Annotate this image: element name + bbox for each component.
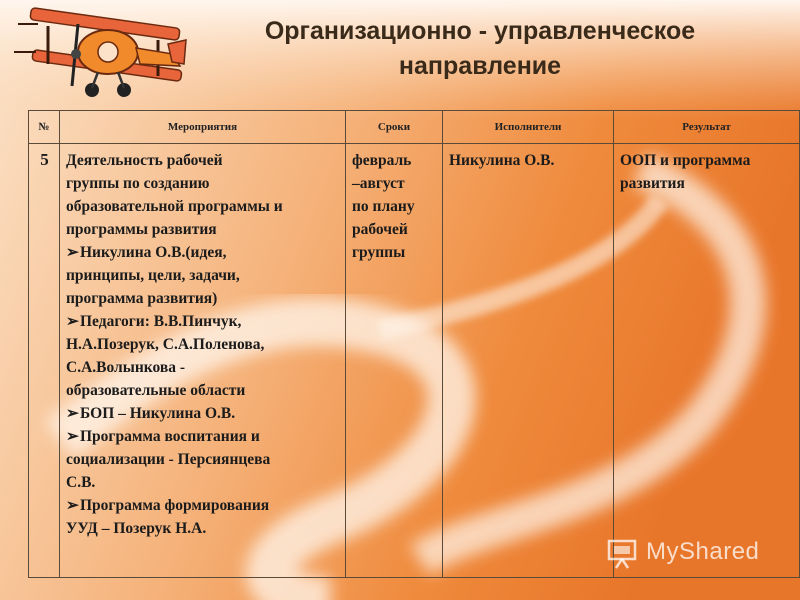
deadline-line: по плану	[352, 198, 415, 215]
bullet-line: Никулина О.В.(идея,	[80, 244, 227, 261]
activity-line: образовательной программы и	[66, 198, 283, 215]
activity-text	[60, 144, 345, 540]
bullet-line: социализации - Персиянцева	[66, 451, 271, 468]
deadline-line: группы	[352, 244, 406, 261]
header-activities: Мероприятия	[60, 111, 346, 144]
title-line-2: направление	[398, 52, 562, 80]
executors-text: Никулина О.В.	[449, 152, 555, 169]
deadline-text	[346, 144, 442, 264]
bullet-line: Н.А.Позерук, С.А.Поленова,	[66, 336, 265, 353]
bullet-line: программа развития)	[66, 290, 218, 307]
table-header-row	[29, 111, 800, 144]
bullet-item	[66, 310, 340, 333]
header-result: Результат	[614, 111, 800, 144]
result-cell	[614, 144, 800, 578]
activity-line: Деятельность рабочей	[66, 152, 223, 169]
bullet-line: УУД – Позерук Н.А.	[66, 520, 207, 537]
bullet-item	[66, 494, 340, 517]
watermark	[606, 536, 776, 572]
bullet-item	[66, 402, 340, 425]
bullet-line: принципы, цели, задачи,	[66, 267, 240, 284]
deadline-line: –август	[352, 175, 405, 192]
deadline-line: рабочей	[352, 221, 408, 238]
bullet-line: С.А.Волынкова -	[66, 359, 185, 376]
presentation-icon	[606, 536, 640, 570]
result-text	[614, 144, 799, 195]
bullet-line: БОП – Никулина О.В.	[80, 405, 236, 422]
bullet-line: образовательные области	[66, 382, 246, 399]
plan-table	[28, 110, 800, 578]
arrow-bullet-icon: ➢	[66, 244, 79, 261]
activity-line: программы развития	[66, 221, 217, 238]
bullet-line: Программа формирования	[80, 497, 270, 514]
header-deadlines: Сроки	[346, 111, 443, 144]
title-line-1: Организационно - управленческое	[264, 17, 696, 45]
activity-cell	[60, 144, 346, 578]
bullet-item	[66, 241, 340, 264]
row-number-cell	[29, 144, 60, 578]
header-number: №	[29, 111, 60, 144]
result-line: ООП и программа	[620, 152, 751, 169]
deadline-line: февраль	[352, 152, 412, 169]
biplane-illustration	[8, 4, 208, 104]
bullet-line: Программа воспитания и	[80, 428, 260, 445]
result-line: развития	[620, 175, 685, 192]
row-number: 5	[40, 150, 49, 169]
deadline-cell	[346, 144, 443, 578]
arrow-bullet-icon: ➢	[66, 497, 79, 514]
slide-title	[180, 14, 780, 84]
bullet-item	[66, 425, 340, 448]
header-executors: Исполнители	[443, 111, 614, 144]
executors-cell	[443, 144, 614, 578]
watermark-text: MyShared	[646, 538, 760, 565]
arrow-bullet-icon: ➢	[66, 405, 79, 422]
bullet-line: С.В.	[66, 474, 96, 491]
bullet-line: Педагоги: В.В.Пинчук,	[80, 313, 242, 330]
activity-line: группы по созданию	[66, 175, 210, 192]
table-row	[29, 144, 800, 578]
arrow-bullet-icon: ➢	[66, 313, 79, 330]
arrow-bullet-icon: ➢	[66, 428, 79, 445]
